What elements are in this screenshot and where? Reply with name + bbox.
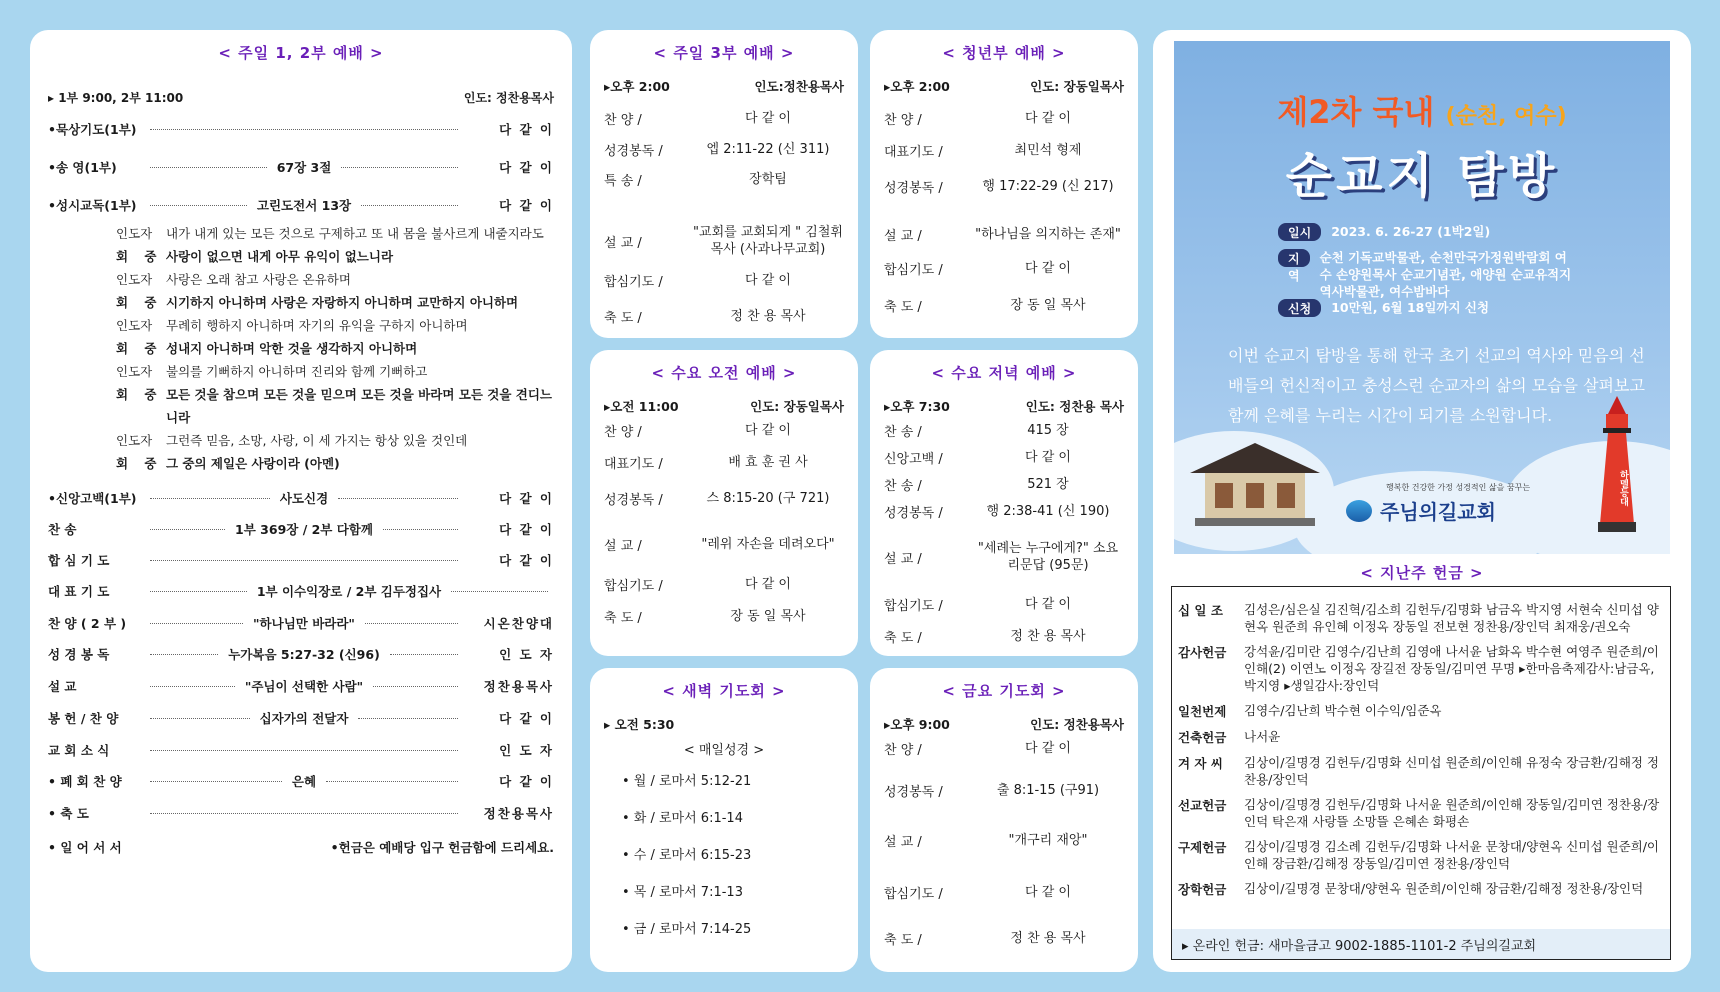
dotted-leader (383, 529, 458, 530)
offering-box (1171, 586, 1671, 960)
dotted-leader (150, 750, 458, 751)
fri-header (884, 715, 1124, 733)
reading-text: 그런즉 믿음, 소망, 사랑, 이 세 가지는 항상 있을 것인데 (166, 433, 468, 448)
service-row (884, 225, 1124, 244)
offering-names: 김영수/김난희 박수현 이수익/임준옥 (1244, 703, 1442, 718)
service-row (884, 929, 1124, 948)
offering-row (1172, 836, 1670, 872)
reading-text: 사랑이 없으면 내게 아무 유익이 없느니라 (166, 249, 394, 264)
responsive-reading (116, 222, 554, 475)
closing-label: • 일 어 서 서 (48, 840, 122, 855)
service-row-label: 성경봉독 / (884, 181, 943, 196)
order-content: "주님이 선택한 사람" (244, 679, 364, 694)
service-row (884, 475, 1124, 494)
offering-row (1172, 794, 1670, 830)
service-row-label: 찬 양 / (884, 113, 922, 128)
lighthouse-icon (1594, 394, 1640, 534)
service-row (604, 535, 844, 554)
reading-text: 내가 내게 있는 모든 것으로 구제하고 또 내 몸을 불사르게 내줄지라도 (166, 226, 544, 241)
fri-time: ▸오후 9:00 (884, 717, 950, 732)
poster-description: 이번 순교지 탐방을 통해 한국 초기 선교의 역사와 믿음의 선배들의 헌신적이고 충성스런 순교자의 삶의 모습을 살펴보고 함께 은혜를 누리는 시간이 되기를 소원합니다. (1228, 346, 1645, 425)
reading-text: 무례히 행하지 아니하며 자기의 유익을 구하지 아니하며 (166, 318, 468, 333)
dawn-time: ▸ 오전 5:30 (604, 717, 675, 732)
dotted-leader (150, 623, 243, 624)
service-row (884, 177, 1124, 196)
youth-rows (884, 109, 1124, 315)
s3-header (604, 77, 844, 95)
order-label: 찬 양 ( 2 부 ) (48, 616, 127, 631)
service-row (884, 448, 1124, 467)
service-row (604, 307, 844, 326)
service-row-value: "세례는 누구에게?" 소요리문답 (95문) (977, 541, 1119, 573)
service-row-value: 415 장 (1027, 423, 1069, 438)
service-row (884, 109, 1124, 128)
dotted-leader (451, 591, 548, 592)
youth-title: < 청년부 예배 > (942, 44, 1066, 62)
service-row-label: 축 도 / (884, 300, 922, 315)
youth-header (884, 77, 1124, 95)
offering-category: 선교헌금 (1178, 798, 1227, 813)
order-person: 다 같 이 (499, 522, 555, 537)
reading-line (116, 337, 554, 360)
reading-text: 성내지 아니하며 악한 것을 생각하지 아니하며 (166, 341, 418, 356)
poster-info-region: 지역 순천 기독교박물관, 순천만국가정원박람회 여수 손양원목사 순교기념관, 애양원 순교유적지 역사박물관, 여수밤바다 (1278, 249, 1578, 300)
dotted-leader (341, 167, 458, 168)
reading-text: 불의를 기뻐하지 아니하며 진리와 함께 기뻐하고 (166, 364, 428, 379)
sunday-worship-header (48, 89, 554, 106)
order-list-part2 (48, 489, 554, 822)
service-row-value: 최민석 형제 (1014, 143, 1082, 158)
service-row-value: 행 17:22-29 (신 217) (982, 179, 1114, 194)
lighthouse-label: 하멜등대 (1618, 470, 1628, 506)
order-row (48, 677, 554, 695)
poster-title-top: 제2차 국내 (순천, 여수) (1277, 93, 1567, 131)
offering-names: 김상이/길명경 김헌두/김명화 나서윤 원준희/이인해 장동일/김미연 정찬용/장인덕 탁은재 사랑뜰 소망뜰 은혜손 화평손 (1244, 797, 1660, 829)
congregation-label: 회 중 (116, 456, 163, 471)
service-row (884, 831, 1124, 850)
dotted-leader (150, 529, 225, 530)
service-row-label: 설 교 / (884, 835, 922, 850)
church-logo-icon (1346, 500, 1372, 522)
service-row-value: 다 같 이 (1025, 111, 1071, 126)
church-logo: 행복한 건강한 가정 성경적인 삶을 꿈꾸는 주님의길교회 (1346, 496, 1496, 525)
order-row (48, 158, 554, 176)
offering-category: 감사헌금 (1178, 645, 1227, 660)
offering-names: 김성은/심은실 김진혁/김소희 김헌두/김명화 남금옥 박지영 서현숙 신미섭 양현옥 원준희 유인혜 이정옥 장동일 전보현 정찬용/장인덕 최재웅/권오숙 (1244, 602, 1659, 634)
order-label: •성시교독(1부) (48, 198, 137, 213)
order-person: 정찬용목사 (483, 679, 554, 694)
order-label: •신앙고백(1부) (48, 491, 137, 506)
service-row-label: 대표기도 / (884, 145, 943, 160)
dotted-leader (150, 654, 218, 655)
order-row (48, 520, 554, 538)
reading-line (116, 429, 554, 452)
offering-row (1172, 752, 1670, 788)
order-content: 고린도전서 13장 (256, 198, 352, 213)
congregation-label: 회 중 (116, 387, 163, 402)
order-row (48, 551, 554, 569)
friday-prayer-card (870, 668, 1138, 972)
dotted-leader (150, 781, 282, 782)
poster-info-apply: 신청 10만원, 6월 18일까지 신청 (1278, 299, 1489, 317)
closing-row (48, 838, 554, 856)
service-row (604, 140, 844, 159)
service-row (884, 781, 1124, 800)
service-row-label: 성경봉독 / (604, 493, 663, 508)
dotted-leader (326, 781, 458, 782)
order-content: 1부 이수익장로 / 2부 김두정집사 (256, 584, 442, 599)
service-row-label: 특 송 / (604, 174, 642, 189)
reading-line (116, 314, 554, 337)
order-row (48, 709, 554, 727)
dotted-leader (150, 813, 458, 814)
order-person: 다 같 이 (499, 774, 554, 789)
service-row-value: 521 장 (1027, 477, 1069, 492)
wedam-leader: 인도: 장동일목사 (750, 399, 844, 414)
service-row-label: 축 도 / (604, 311, 642, 326)
order-content: 십자가의 전달자 (259, 711, 349, 726)
service-row-value: "개구리 재앙" (1008, 833, 1088, 848)
service-row (604, 453, 844, 472)
youth-service-card (870, 30, 1138, 338)
leader-label: 인도자 (116, 226, 153, 241)
service-row-value: 행 2:38-41 (신 190) (986, 504, 1110, 519)
sunday-third-service-card (590, 30, 858, 338)
service-row-label: 축 도 / (884, 631, 922, 646)
dawn-title: < 새벽 기도회 > (662, 682, 786, 700)
online-offering: ▸ 온라인 헌금: 새마을금고 9002-1885-1101-2 주님의길교회 (1172, 929, 1670, 959)
service-row-value: 배 효 훈 권 사 (728, 455, 808, 470)
wedpm-title: < 수요 저녁 예배 > (931, 364, 1077, 382)
order-person: 다 같 이 (499, 160, 555, 175)
dotted-leader (365, 623, 458, 624)
hanok-house-icon (1180, 433, 1330, 543)
service-row-value: 출 8:1-15 (구91) (996, 783, 1100, 798)
service-row-value: 다 같 이 (745, 273, 791, 288)
wednesday-evening-card (870, 350, 1138, 656)
service-row-label: 합심기도 / (604, 275, 663, 290)
poster-offering-card (1153, 30, 1691, 972)
sunday-worship-title: < 주일 1, 2부 예배 > (218, 44, 384, 62)
service-row (884, 502, 1124, 521)
order-label: • 축 도 (48, 806, 89, 821)
offering-names: 김상이/길명경 김헌두/김명화 신미섭 원준희/이인해 유정숙 장금환/김해정 정찬용/장인덕 (1244, 755, 1660, 787)
service-row-value: 다 같 이 (1025, 261, 1071, 276)
service-row-label: 성경봉독 / (884, 506, 943, 521)
order-content: 1부 369장 / 2부 다함께 (235, 522, 373, 537)
order-content: 67장 3절 (276, 160, 332, 175)
service-row (884, 627, 1124, 646)
order-row (48, 772, 554, 790)
order-label: 합 심 기 도 (48, 553, 110, 568)
service-row (604, 109, 844, 128)
order-label: •송 영(1부) (48, 160, 117, 175)
offering-rows (1172, 587, 1670, 898)
order-person: 다 같 이 (499, 711, 555, 726)
dawn-items (604, 770, 844, 937)
wedpm-header (884, 397, 1124, 415)
dotted-leader (361, 205, 458, 206)
order-row (48, 120, 554, 138)
dawn-reading-item: • 화 / 로마서 6:1-14 (622, 811, 743, 826)
offering-category: 장학헌금 (1178, 882, 1227, 897)
service-leader: 인도: 정찬용목사 (463, 91, 554, 105)
dotted-leader (150, 718, 250, 719)
service-row-value: 다 같 이 (745, 577, 791, 592)
offering-names: 나서윤 (1244, 729, 1281, 744)
congregation-label: 회 중 (116, 249, 163, 264)
offering-row (1172, 700, 1670, 720)
wedam-header (604, 397, 844, 415)
service-row-label: 찬 양 / (884, 743, 922, 758)
leader-label: 인도자 (116, 433, 153, 448)
service-row-label: 찬 양 / (604, 113, 642, 128)
fri-leader: 인도: 정찬용목사 (1030, 717, 1124, 732)
offering-category: 건축헌금 (1178, 730, 1227, 745)
service-row (884, 421, 1124, 440)
dawn-reading-item: • 목 / 로마서 7:1-13 (622, 885, 743, 900)
service-row (884, 595, 1124, 614)
order-label: 봉 헌 / 찬 양 (48, 711, 119, 726)
service-row-label: 합심기도 / (884, 599, 943, 614)
service-row (604, 489, 844, 508)
order-label: • 폐 회 찬 양 (48, 774, 122, 789)
offering-category: 구제헌금 (1178, 840, 1227, 855)
offering-names: 김상이/길명경 문창대/양현옥 원준희/이인해 장금환/김해정 정찬용/장인덕 (1244, 881, 1644, 896)
dotted-leader (150, 167, 267, 168)
order-label: 교 회 소 식 (48, 743, 110, 758)
service-row-value: 다 같 이 (1025, 741, 1071, 756)
reading-line (116, 222, 554, 245)
service-row-label: 성경봉독 / (884, 785, 943, 800)
service-row (884, 259, 1124, 278)
order-person: 인 도 자 (499, 743, 554, 758)
dotted-leader (150, 129, 458, 130)
reading-text: 시기하지 아니하며 사랑은 자랑하지 아니하며 교만하지 아니하며 (166, 295, 519, 310)
service-row (884, 540, 1124, 574)
service-row-value: "레위 자손을 데려오다" (701, 537, 835, 552)
service-row (604, 607, 844, 626)
service-row-label: 축 도 / (604, 611, 642, 626)
service-row-value: "하나님을 의지하는 존재" (975, 227, 1121, 242)
order-person: 인 도 자 (499, 647, 555, 662)
order-label: 설 교 (48, 679, 77, 694)
dotted-leader (150, 560, 458, 561)
dotted-leader (150, 205, 247, 206)
reading-line (116, 383, 554, 429)
service-row-value: 다 같 이 (1025, 885, 1071, 900)
order-person: 다 같 이 (499, 491, 554, 506)
service-row-label: 찬 양 / (604, 425, 642, 440)
service-row-value: 장 동 일 목사 (730, 609, 806, 624)
congregation-label: 회 중 (116, 341, 163, 356)
service-row-value: 장 동 일 목사 (1010, 298, 1086, 313)
order-label: 성 경 봉 독 (48, 647, 110, 662)
service-row-label: 신앙고백 / (884, 452, 943, 467)
service-row-label: 설 교 / (884, 229, 922, 244)
wedpm-rows (884, 421, 1124, 646)
order-row (48, 582, 554, 600)
offering-row (1172, 599, 1670, 635)
wedpm-time: ▸오후 7:30 (884, 399, 950, 414)
dotted-leader (338, 498, 458, 499)
reading-text: 모든 것을 참으며 모든 것을 믿으며 모든 것을 바라며 모든 것을 견디느니라 (166, 387, 552, 425)
dawn-header (604, 715, 844, 733)
service-row-label: 설 교 / (604, 539, 642, 554)
poster-info-date: 일시 2023. 6. 26-27 (1박2일) (1278, 223, 1490, 241)
reading-text: 그 중의 제일은 사랑이라 (아멘) (166, 456, 340, 471)
order-list-part1 (48, 120, 554, 214)
dotted-leader (150, 686, 235, 687)
youth-leader: 인도: 장동일목사 (1030, 79, 1124, 94)
dotted-leader (150, 591, 247, 592)
order-label: 대 표 기 도 (48, 584, 110, 599)
reading-line (116, 360, 554, 383)
service-row-value: 스 8:15-20 (구 721) (706, 491, 830, 506)
service-row-label: 성경봉독 / (604, 144, 663, 159)
service-row-label: 찬 송 / (884, 425, 922, 440)
service-row-label: 합심기도 / (884, 887, 943, 902)
offering-title: < 지난주 헌금 > (1360, 564, 1484, 582)
service-row (604, 170, 844, 189)
wedam-title: < 수요 오전 예배 > (651, 364, 797, 382)
service-row-label: 설 교 / (884, 551, 922, 567)
service-row-value: "교회를 교회되게 " 김철휘 목사 (사과나무교회) (693, 225, 843, 257)
poster-title-main: 순교지 탐방 (1285, 148, 1559, 204)
service-row-label: 합심기도 / (884, 263, 943, 278)
offering-category: 일천번제 (1178, 704, 1227, 719)
dotted-leader (390, 654, 458, 655)
dotted-leader (358, 718, 458, 719)
fri-title: < 금요 기도회 > (942, 682, 1066, 700)
reading-line (116, 291, 554, 314)
service-row-value: 장학팀 (749, 172, 787, 187)
offering-row (1172, 641, 1670, 694)
service-row (884, 883, 1124, 902)
dawn-reading-item: • 수 / 로마서 6:15-23 (622, 848, 752, 863)
service-row (604, 575, 844, 594)
order-person: 다 같 이 (499, 198, 555, 213)
leader-label: 인도자 (116, 272, 153, 287)
dotted-leader (373, 686, 458, 687)
wedam-rows (604, 421, 844, 626)
service-row-value: 정 찬 용 목사 (1010, 931, 1086, 946)
s3-leader: 인도:정찬용목사 (754, 79, 844, 94)
service-row-value: 엡 2:11-22 (신 311) (706, 142, 830, 157)
s3-rows (604, 109, 844, 326)
service-row-label: 대표기도 / (604, 457, 663, 472)
leader-label: 인도자 (116, 364, 153, 379)
service-row-label: 합심기도 / (604, 579, 663, 594)
order-label: 찬 송 (48, 522, 77, 537)
fri-rows (884, 739, 1124, 948)
service-row-label: 설 교 / (604, 235, 642, 251)
wedpm-leader: 인도: 정찬용 목사 (1025, 399, 1124, 414)
order-person: 다 같 이 (499, 553, 554, 568)
service-row-label: 축 도 / (884, 933, 922, 948)
offering-category: 겨 자 씨 (1178, 756, 1223, 771)
order-person: 정찬용목사 (483, 806, 554, 821)
dawn-prayer-card (590, 668, 858, 972)
offering-category: 십 일 조 (1178, 603, 1223, 618)
service-row-value: 다 같 이 (745, 423, 791, 438)
offering-row (1172, 878, 1670, 898)
order-content: 은혜 (291, 774, 317, 789)
closing-note: •헌금은 예배당 입구 헌금함에 드리세요. (330, 840, 554, 855)
service-row (884, 141, 1124, 160)
service-row-label: 찬 송 / (884, 479, 922, 494)
cloud-shape (1504, 441, 1670, 554)
pilgrimage-poster (1174, 41, 1670, 554)
wednesday-morning-card (590, 350, 858, 656)
service-row (604, 421, 844, 440)
dawn-reading-item: • 금 / 로마서 7:14-25 (622, 922, 752, 937)
youth-time: ▸오후 2:00 (884, 79, 950, 94)
dotted-leader (150, 498, 270, 499)
wedam-time: ▸오전 11:00 (604, 399, 679, 414)
order-label: •묵상기도(1부) (48, 122, 137, 137)
sunday-worship-card (30, 30, 572, 972)
order-person: 다 같 이 (499, 122, 554, 137)
congregation-label: 회 중 (116, 295, 163, 310)
reading-line (116, 452, 554, 475)
offering-names: 김상이/길명경 김소례 김헌두/김명화 나서윤 문창대/양현옥 신미섭 원준희/이인해 장금환/김해정 장동일/김미연 정찬용/장인덕 (1244, 839, 1660, 871)
order-content: 사도신경 (279, 491, 329, 506)
order-row (48, 489, 554, 507)
service-row (604, 224, 844, 258)
order-row (48, 614, 554, 632)
service-row (884, 296, 1124, 315)
service-row (604, 271, 844, 290)
service-row-value: 정 찬 용 목사 (730, 309, 806, 324)
offering-names: 강석윤/김미란 김영수/김난희 김영애 나서윤 남화옥 박수현 여영주 원준희/이인해(2) 이연노 이정옥 장길전 장동일/김미연 무명 ▸한마음축제감사:남금옥, 박지영 ▸생일감사:장인덕 (1244, 644, 1659, 693)
order-row (48, 196, 554, 214)
order-content: 누가복음 5:27-32 (신96) (228, 647, 380, 662)
service-row-value: 다 같 이 (745, 111, 791, 126)
order-row (48, 804, 554, 822)
reading-line (116, 245, 554, 268)
service-row-value: 다 같 이 (1025, 597, 1071, 612)
service-row-value: 다 같 이 (1025, 450, 1071, 465)
reading-text: 사랑은 오래 참고 사랑은 온유하며 (166, 272, 351, 287)
dawn-reading-item: • 월 / 로마서 5:12-21 (622, 774, 752, 789)
order-content: "하나님만 바라라" (253, 616, 355, 631)
order-row (48, 645, 554, 663)
service-time: ▸ 1부 9:00, 2부 11:00 (48, 91, 184, 105)
leader-label: 인도자 (116, 318, 153, 333)
reading-line (116, 268, 554, 291)
offering-row (1172, 726, 1670, 746)
s3-title: < 주일 3부 예배 > (653, 44, 795, 62)
s3-time: ▸오후 2:00 (604, 79, 670, 94)
service-row (884, 739, 1124, 758)
order-row (48, 741, 554, 759)
dawn-subtitle: < 매일성경 > (683, 743, 765, 758)
order-person: 시온찬양대 (483, 616, 554, 631)
service-row-value: 정 찬 용 목사 (1010, 629, 1086, 644)
